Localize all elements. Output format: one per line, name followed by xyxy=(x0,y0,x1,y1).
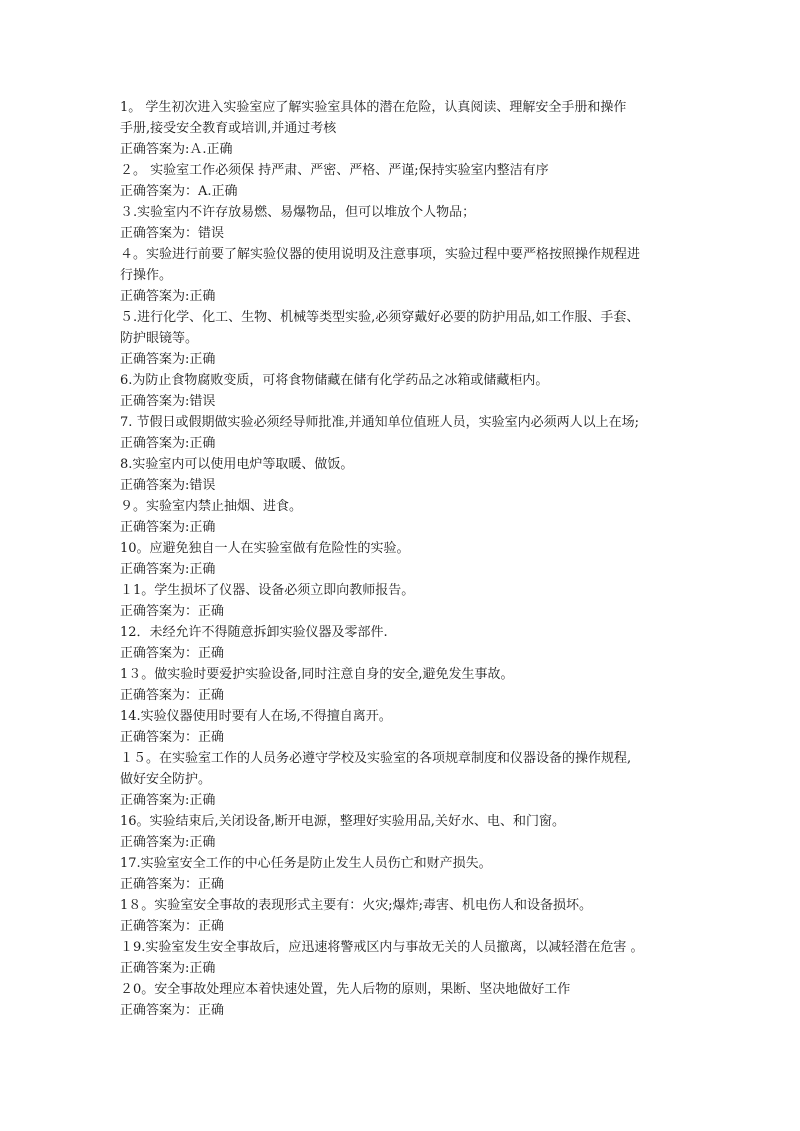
question-text-line: 1３。做实验时要爱护实验设备,同时注意自身的安全,避免发生事故。 xyxy=(120,667,514,682)
question-text-line: 行操作。 xyxy=(120,268,173,283)
question-text-line: 1。 学生初次进入实验室应了解实验室具体的潜在危险，认真阅读、理解安全手册和操作 xyxy=(120,100,627,115)
question-text-line: 12．未经允许不得随意拆卸实验仪器及零部件. xyxy=(120,625,388,640)
question-text-line: ９。实验室内禁止抽烟、进食。 xyxy=(120,499,303,514)
answer-line: 正确答案为：正确 xyxy=(120,604,225,619)
answer-line: 正确答案为:正确 xyxy=(120,961,216,976)
answer-line: 正确答案为:正确 xyxy=(120,436,216,451)
answer-line: 正确答案为:正确 xyxy=(120,793,216,808)
question-text-line: 手册,接受安全教育或培训,并通过考核 xyxy=(120,121,337,136)
question-text-line: 16。实验结束后,关闭设备,断开电源，整理好实验用品,关好水、电、和门窗。 xyxy=(120,814,565,829)
answer-line: 正确答案为：正确 xyxy=(120,646,225,661)
answer-line: 正确答案为：正确 xyxy=(120,730,225,745)
answer-line: 正确答案为：正确 xyxy=(120,919,225,934)
answer-line: 正确答案为:正确 xyxy=(120,835,216,850)
answer-line: 正确答案为：正确 xyxy=(120,688,225,703)
answer-line: 正确答案为：错误 xyxy=(120,226,225,241)
question-text-line: ５.进行化学、化工、生物、机械等类型实验,必须穿戴好必要的防护用品,如工作服、手套、 xyxy=(120,310,640,325)
answer-line: 正确答案为：正确 xyxy=(120,1003,225,1018)
question-text-line: １1。学生损坏了仪器、设备必须立即向教师报告。 xyxy=(120,583,415,598)
question-text-line: 7. 节假日或假期做实验必须经导师批准,并通知单位值班人员，实验室内必须两人以上在场; xyxy=(120,415,640,430)
document-body xyxy=(120,97,700,1021)
question-text-line: 6.为防止食物腐败变质，可将食物储藏在储有化学药品之冰箱或储藏柜内。 xyxy=(120,373,549,388)
question-text-line: 防护眼镜等。 xyxy=(120,331,199,346)
answer-line: 正确答案为:正确 xyxy=(120,562,216,577)
question-text-line: １５。在实验室工作的人员务必遵守学校及实验室的各项规章制度和仪器设备的操作规程, xyxy=(120,751,632,766)
answer-line: 正确答案为:正确 xyxy=(120,352,216,367)
question-text-line: ２0。安全事故处理应本着快速处置，先人后物的原则，果断、坚决地做好工作 xyxy=(120,982,571,997)
question-text-line: 8.实验室内可以使用电炉等取暖、做饭。 xyxy=(120,457,354,472)
question-text-line: 1８。实验室安全事故的表现形式主要有：火灾;爆炸;毒害、机电伤人和设备损坏。 xyxy=(120,898,593,913)
question-text-line: ２。 实验室工作必须保 持严肃、严密、严格、严谨;保持实验室内整洁有序 xyxy=(120,163,549,178)
answer-line: 正确答案为:错误 xyxy=(120,394,216,409)
question-text-line: 做好安全防护。 xyxy=(120,772,212,787)
answer-line: 正确答案为:正确 xyxy=(120,520,216,535)
question-text-line: １9.实验室发生安全事故后，应迅速将警戒区内与事故无关的人员撤离，以减轻潜在危害 。 xyxy=(120,940,644,955)
question-text-line: ４。实验进行前要了解实验仪器的使用说明及注意事项，实验过程中要严格按照操作规程进 xyxy=(120,247,641,262)
answer-line: 正确答案为:错误 xyxy=(120,478,216,493)
answer-line: 正确答案为：A.正确 xyxy=(120,184,238,199)
question-text-line: 10。应避免独自一人在实验室做有危险性的实验。 xyxy=(120,541,410,556)
answer-line: 正确答案为:Ａ.正确 xyxy=(120,142,233,157)
question-text-line: 14.实验仪器使用时要有人在场,不得擅自离开。 xyxy=(120,709,392,724)
question-text-line: 17.实验室安全工作的中心任务是防止发生人员伤亡和财产损失。 xyxy=(120,856,492,871)
answer-line: 正确答案为:正确 xyxy=(120,289,216,304)
answer-line: 正确答案为：正确 xyxy=(120,877,225,892)
question-text-line: ３.实验室内不许存放易燃、易爆物品，但可以堆放个人物品； xyxy=(120,205,476,220)
